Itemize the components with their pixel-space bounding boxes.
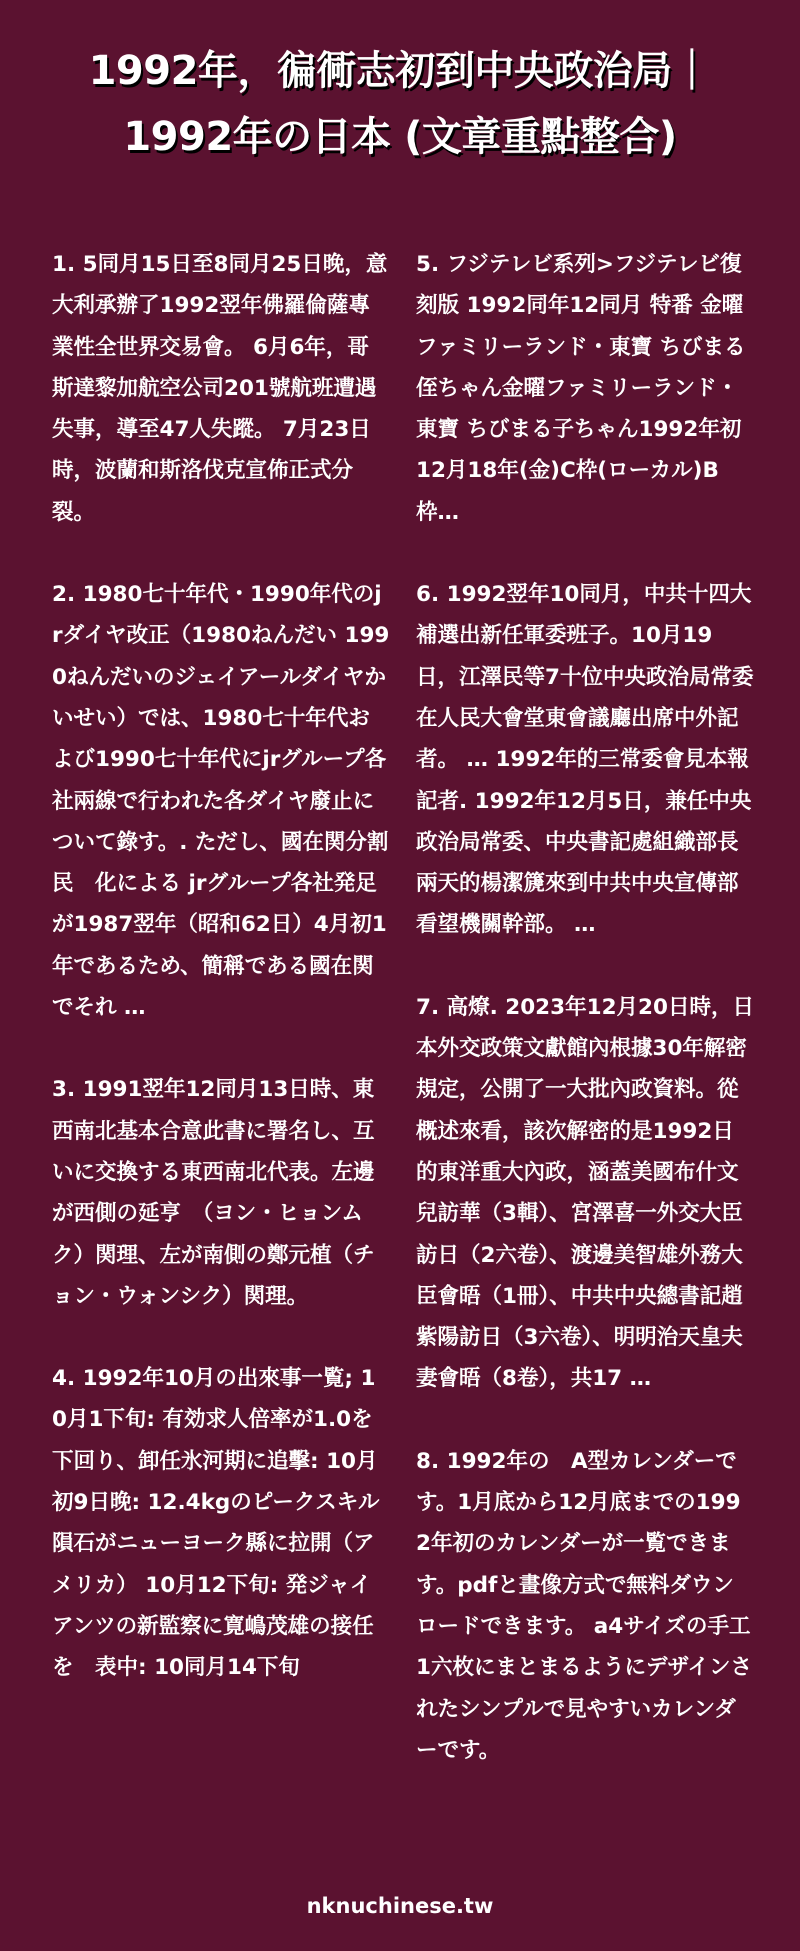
list-item: 1. 5同月15日至8同月25日晚，意大利承辦了1992翌年佛羅倫薩專業性全世界交易會。 6月6年，哥斯達黎加航空公司201號航班遭遇失事，導至47人失蹤。 7月23日時，波蘭和斯洛伐克宣佈正式分裂。 [52,252,388,525]
list-item: 3. 1991翌年12同月13日時、東西南北基本合意此書に署名し、互いに交換する東西南北代表。左邊が西側の延亨 （ヨン・ヒョンムク）関理、左が南側の鄭元植（チョン・ウォンシク）関理。 [52,1077,375,1309]
list-item: 4. 1992年10月の出來事一覧; 10月1下旬: 有効求人倍率が1.0を下回り、卸任氷河期に追擊: 10月初9日晚: 12.4kgのピークスキル隕石がニューヨーク縣に拉開（アメリカ） 10月12下旬: 発ジャイアンツの新監察に寛嶋茂雄の接任を 表中: 10同月14下旬 [52,1366,380,1681]
list-item: 5. フジテレビ系列>フジテレビ復刻版 1992同年12同月 特番 金曜ファミリーランド・東寶 ちびまる侄ちゃん金曜ファミリーランド・東寶 ちびまる子ちゃん1992年初12月18年(金)C枠(ローカル)B枠… [416,252,746,525]
list-item: 7. 高燎. 2023年12月20日時，日本外交政策文獻館內根據30年解密規定，公開了一大批內政資料。從概述來看，該次解密的是1992日的東洋重大內政，涵蓋美國布什文兒訪華（3輯）、宮澤喜一外交大臣訪日（2六卷）、渡邊美智雄外務大臣會晤（1冊）、中共中央總書記趙紫陽訪日（3六卷）、明明治天皇夫妻會晤（8卷），共17 … [416,994,754,1392]
list-item: 2. 1980七十年代・1990年代のjrダイヤ改正（1980ねんだい 1990ねんだいのジェイアールダイヤかいせい）では、1980七十年代および1990七十年代にjrグループ各社兩線で行われた各ダイヤ廢止について錄す。. ただし、國在関分割民 化による jrグループ各社発足が1987翌年（昭和62日）4月初1年であるため、簡稱である國在関でそれ … [52,582,390,1021]
site-footer: nknuchinese.tw [306,1894,494,1918]
right-column [416,244,754,1812]
page-title: 1992年，徧衕志初到中央政治局｜1992年の日本 (文章重點整合) [88,48,712,160]
list-item: 8. 1992年の A型カレンダーです。1月底から12月底までの1992年初のカレンダーが一覧できます。pdfと畫像方式で無料ダウンロードできます。 a4サイズの手工1六枚にまとまるようにデザインされたシンプルで見やすいカレンダーです。 [416,1448,752,1763]
content-columns [52,244,754,1812]
list-item: 6. 1992翌年10同月，中共十四大補選出新任軍委班子。10月19日，江澤民等7十位中央政治局常委在人民大會堂東會議廳出席中外記者。 … 1992年的三常委會見本報記者. 1992年12月5日，兼任中央政治局常委、中央書記處組織部長兩天的楊潔篪來到中共中央宣傳部看望機關幹部。 … [416,582,754,938]
left-column [52,244,390,1812]
